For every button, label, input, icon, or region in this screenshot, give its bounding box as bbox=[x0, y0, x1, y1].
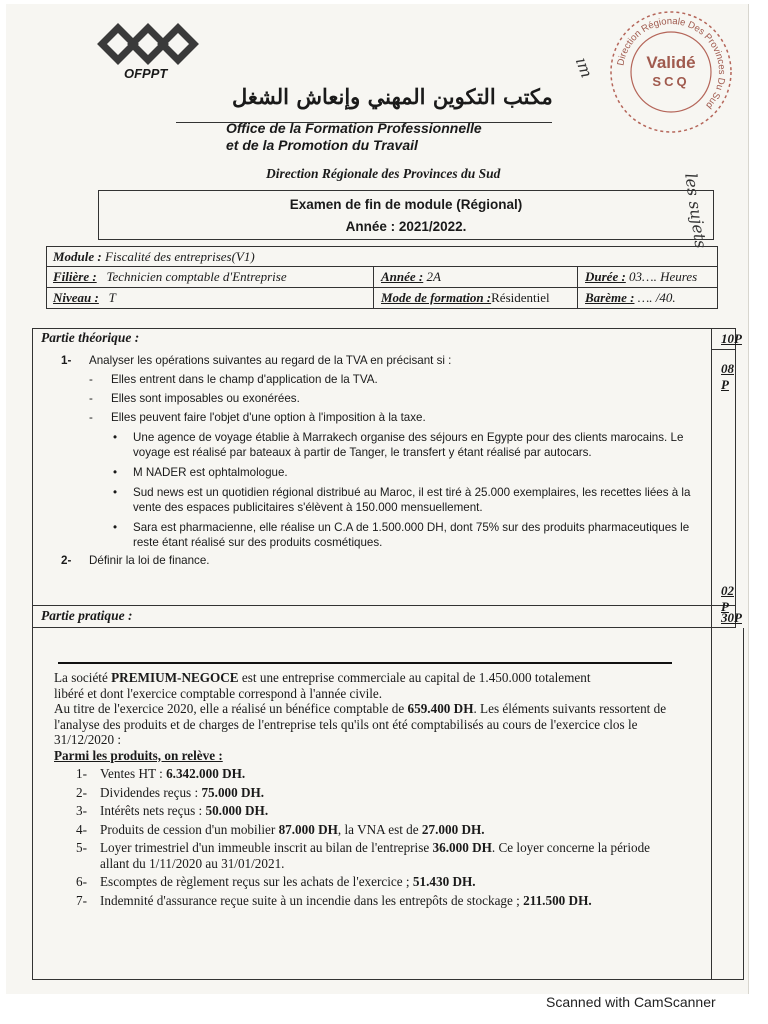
partie-pratique-header bbox=[32, 606, 742, 628]
question-2 bbox=[61, 553, 701, 568]
mode-label: Mode de formation : bbox=[381, 290, 492, 305]
operation-item: • Sara est pharmacienne, elle réalise un C.A de 1.500.000 DH, dont 75% sur des produits pharmaceutiques le reste étant réalisé sur des produits cosmétiques. bbox=[61, 520, 701, 550]
handwritten-mark: ım bbox=[571, 54, 597, 81]
intro-line-2: libéré et dont l'exercice comptable correspond à l'année civile. bbox=[54, 685, 383, 701]
logo-text: OFPPT bbox=[124, 66, 168, 81]
operation-item: • M NADER est ophtalmologue. bbox=[61, 465, 701, 480]
practice-title: Partie pratique : bbox=[41, 608, 133, 623]
intro-line-3: Au titre de l'exercice 2020, elle a réalisé un bénéfice comptable de 659.400 DH. Les éléments suivants ressortent de l'analyse des produits et de charges de l'entreprise tels qu'ils ont été comptabilisés au cours de l'exercice clos le 31/12/2020 : bbox=[54, 701, 667, 747]
practice-statement bbox=[54, 670, 670, 908]
info-row-module bbox=[46, 246, 718, 267]
q2-text: Définir la loi de finance. bbox=[89, 554, 210, 567]
arabic-title: مكتب التكوين المهني وإنعاش الشغل bbox=[232, 84, 553, 109]
office-line-1: Office de la Formation Professionnelle bbox=[226, 120, 482, 136]
produit-item: 6- Escomptes de règlement reçus sur les achats de l'exercice ; 51.430 DH. bbox=[76, 874, 476, 889]
niveau-value: T bbox=[108, 290, 116, 305]
validation-stamp bbox=[600, 10, 742, 134]
operation-item: • Une agence de voyage établie à Marrakech organise des séjours en Egypte pour des clients marocains. Le voyage est réalisé par bateaux à partir de Tanger, le transfert y étant réalisé par autocars. bbox=[61, 430, 701, 460]
theory-questions bbox=[61, 353, 701, 568]
exam-year: Année : 2021/2022. bbox=[345, 219, 467, 234]
theory-points: 10P bbox=[721, 331, 742, 346]
module-label: Module : bbox=[53, 249, 102, 264]
produit-item: 7- Indemnité d'assurance reçue suite à un incendie dans les entrepôts de stockage ; 211.500 DH. bbox=[76, 892, 592, 908]
q2-number: 2- bbox=[61, 554, 72, 567]
q1-text: Analyser les opérations suivantes au regard de la TVA en précisant si : bbox=[89, 354, 452, 367]
produit-item: 4- Produits de cession d'un mobilier 87.000 DH, la VNA est de 27.000 DH. bbox=[76, 821, 485, 837]
filiere-value: Technicien comptable d'Entreprise bbox=[106, 269, 287, 284]
stamp-sub: SCQ bbox=[652, 74, 690, 89]
benefice-amount: 659.400 DH bbox=[407, 701, 474, 716]
intro-line-1: La société PREMIUM-NEGOCE est une entreprise commerciale au capital de 1.450.000 totalement bbox=[54, 670, 591, 685]
section-rule bbox=[58, 662, 672, 664]
theory-title: Partie théorique : bbox=[41, 330, 140, 345]
q1-number: 1- bbox=[61, 354, 72, 367]
annee-value: 2A bbox=[426, 269, 441, 284]
office-title bbox=[226, 120, 482, 154]
info-row-filiere bbox=[46, 267, 718, 288]
produit-item: 5- Loyer trimestriel d'un immeuble inscrit au bilan de l'entreprise 36.000 DH. Ce loyer concerne la période allant du 1/11/2020 au 31/01/2021. bbox=[76, 840, 651, 871]
practice-points: 30P bbox=[721, 610, 742, 625]
criteria-item: - Elles peuvent faire l'objet d'une option à l'imposition à la taxe. bbox=[61, 410, 701, 425]
partie-theorique bbox=[32, 328, 742, 614]
produit-item: 1- Ventes HT : 6.342.000 DH. bbox=[76, 766, 246, 781]
info-row-niveau bbox=[46, 288, 718, 309]
module-value: Fiscalité des entreprises(V1) bbox=[105, 249, 255, 264]
q1-points: 08 P bbox=[721, 361, 734, 392]
niveau-label: Niveau : bbox=[53, 290, 99, 305]
exam-title-box bbox=[98, 190, 714, 240]
handwritten-note: les sujets bbox=[681, 172, 711, 250]
question-1 bbox=[61, 353, 701, 368]
operation-item: • Sud news est un quotidien régional distribué au Maroc, il est tiré à 25.000 exemplaires, les recettes liées à la vente des espaces publicitaires s'élèvent à 150.000 mensuellement. bbox=[61, 485, 701, 515]
q2-points: 02 P bbox=[721, 583, 734, 614]
company-name: PREMIUM-NEGOCE bbox=[111, 670, 239, 685]
produit-item: 2- Dividendes reçus : 75.000 DH. bbox=[76, 784, 265, 800]
bareme-label: Barème : bbox=[585, 290, 635, 305]
module-info-table bbox=[46, 246, 718, 309]
annee-label: Année : bbox=[381, 269, 424, 284]
direction-regionale: Direction Régionale des Provinces du Sud bbox=[266, 166, 501, 181]
stamp-ring-text: Direction Régionale Des Provinces Du Sud bbox=[615, 15, 728, 111]
produit-item: 3- Intérêts nets reçus : 50.000 DH. bbox=[76, 803, 269, 818]
bareme-value: …. /40. bbox=[637, 290, 676, 305]
criteria-item: - Elles sont imposables ou exonérées. bbox=[61, 391, 701, 406]
mode-value: Résidentiel bbox=[491, 290, 550, 305]
duree-label: Durée : bbox=[585, 269, 626, 284]
criteria-item: - Elles entrent dans le champ d'application de la TVA. bbox=[61, 372, 701, 387]
office-line-2: et de la Promotion du Travail bbox=[226, 137, 418, 153]
duree-value: 03…. Heures bbox=[629, 269, 698, 284]
camscanner-watermark: Scanned with CamScanner bbox=[546, 994, 716, 1010]
produits-title: Parmi les produits, on relève : bbox=[54, 747, 223, 763]
exam-title: Examen de fin de module (Régional) bbox=[289, 197, 523, 212]
stamp-title: Validé bbox=[646, 53, 696, 72]
filiere-label: Filière : bbox=[53, 269, 97, 284]
